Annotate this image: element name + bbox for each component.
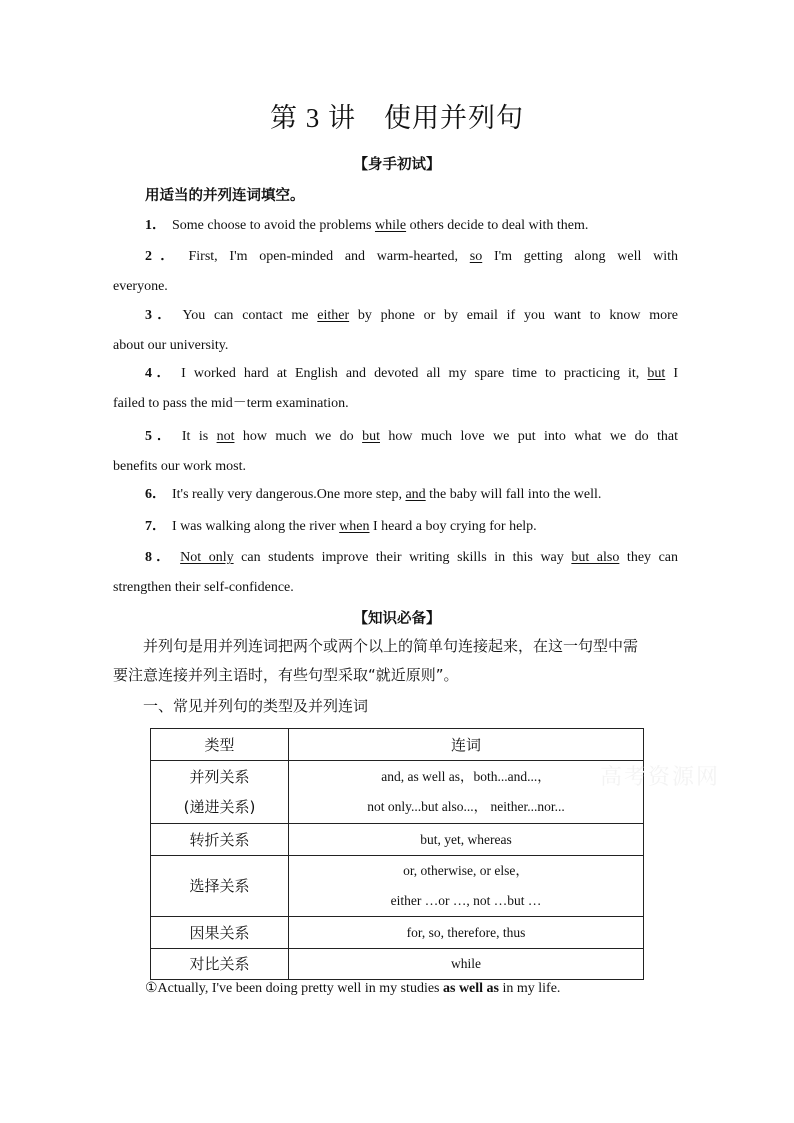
exercise-item (113, 512, 678, 542)
conjunction-cell: but, yet, whereas (289, 824, 644, 856)
item-text: by phone or by email if you want to know more (349, 308, 679, 323)
exercise-item (113, 242, 678, 302)
exercise-item (113, 543, 678, 603)
table-row (151, 824, 644, 856)
item-text: they can (619, 550, 679, 565)
instruction-text: 用适当的并列连词填空。 (145, 188, 305, 204)
answer-blank: but (647, 366, 666, 381)
item-number: 3． (145, 308, 177, 323)
type-label-sub: (递进关系) (183, 798, 256, 816)
item-continuation: about our university. (113, 338, 229, 353)
watermark: 高考资源网 (600, 765, 721, 790)
item-number: 2． (145, 249, 183, 264)
answer-blank: but (362, 429, 380, 444)
subheading: 一、常见并列句的类型及并列连词 (143, 697, 369, 715)
answer-blank: but also (571, 550, 620, 565)
item-text: the baby will fall into the well. (425, 487, 602, 502)
item-text: I heard a boy crying for help. (369, 519, 537, 534)
answer-blank: so (469, 249, 483, 264)
type-cell: 选择关系 (151, 856, 289, 917)
table-header-type: 类型 (151, 729, 289, 761)
example-keyword: as well as (443, 981, 499, 996)
type-cell: 转折关系 (151, 824, 289, 856)
example-text: in my life. (499, 981, 561, 996)
item-text: how much love we put into what we do that (380, 429, 679, 444)
conjunction-table (150, 728, 644, 980)
item-number: 5． (145, 429, 176, 444)
item-text: others decide to deal with them. (406, 218, 589, 233)
table-row (151, 949, 644, 980)
item-text: It is (181, 429, 217, 444)
page-title: 第 3 讲 使用并列句 (270, 103, 524, 133)
exercise-item (113, 211, 678, 241)
table-row (151, 917, 644, 949)
exercise-item (113, 422, 678, 482)
table-row (151, 856, 644, 917)
exercise-item (113, 480, 678, 510)
example-text: ①Actually, I've been doing pretty well in my studies (145, 981, 443, 996)
item-number: 6． (145, 487, 166, 502)
item-continuation: everyone. (113, 279, 168, 294)
item-text: First, I'm open-minded and warm-hearted, (188, 249, 470, 264)
item-text: It's really very dangerous.One more step, (172, 487, 406, 502)
paragraph-line: 要注意连接并列主语时，有些句型采取“就近原则”。 (113, 666, 459, 684)
answer-blank: Not only (180, 550, 234, 565)
conjunction-text: and, as well as，both...and...， (381, 769, 551, 784)
item-number: 8． (145, 550, 175, 565)
section-label-knowledge: 【知识必备】 (353, 611, 441, 627)
section-label-practice: 【身手初试】 (353, 157, 441, 173)
conjunction-text: not only...but also...， neither...nor... (367, 799, 565, 814)
example-sentence (145, 980, 560, 997)
conjunction-cell (289, 761, 644, 824)
conjunction-text: either …or …, not …but … (390, 893, 542, 908)
item-continuation: benefits our work most. (113, 459, 246, 474)
conjunction-cell (289, 856, 644, 917)
item-number: 7． (145, 519, 166, 534)
conjunction-cell: for, so, therefore, thus (289, 917, 644, 949)
exercise-item (113, 301, 678, 361)
item-continuation: failed to pass the mid－term examination. (113, 396, 349, 411)
item-text: I'm getting along well with (482, 249, 678, 264)
item-number: 1． (145, 218, 166, 233)
item-number: 4． (145, 366, 176, 381)
paragraph-line: 并列句是用并列连词把两个或两个以上的简单句连接起来，在这一句型中需 (143, 637, 639, 655)
item-text: I was walking along the river (172, 519, 340, 534)
answer-blank: when (339, 519, 370, 534)
intro-paragraph (113, 632, 681, 690)
type-cell: 因果关系 (151, 917, 289, 949)
table-header-conjunction: 连词 (289, 729, 644, 761)
conjunction-text: or, otherwise, or else， (403, 863, 529, 878)
table-header-row (151, 729, 644, 761)
item-text: can students improve their writing skills in this way (233, 550, 572, 565)
item-text: I (665, 366, 678, 381)
item-text: Some choose to avoid the problems (172, 218, 375, 233)
type-label: 并列关系 (189, 768, 250, 786)
item-text: I worked hard at English and devoted all my spare time to practicing it, (181, 366, 648, 381)
exercise-item (113, 359, 678, 419)
answer-blank: and (405, 487, 426, 502)
item-continuation: strengthen their self-confidence. (113, 580, 294, 595)
conjunction-cell: while (289, 949, 644, 980)
answer-blank: either (317, 308, 350, 323)
table-row (151, 761, 644, 824)
type-cell (151, 761, 289, 824)
item-text: You can contact me (182, 308, 318, 323)
item-text: how much we do (234, 429, 363, 444)
answer-blank: not (216, 429, 235, 444)
type-cell: 对比关系 (151, 949, 289, 980)
answer-blank: while (374, 218, 407, 233)
